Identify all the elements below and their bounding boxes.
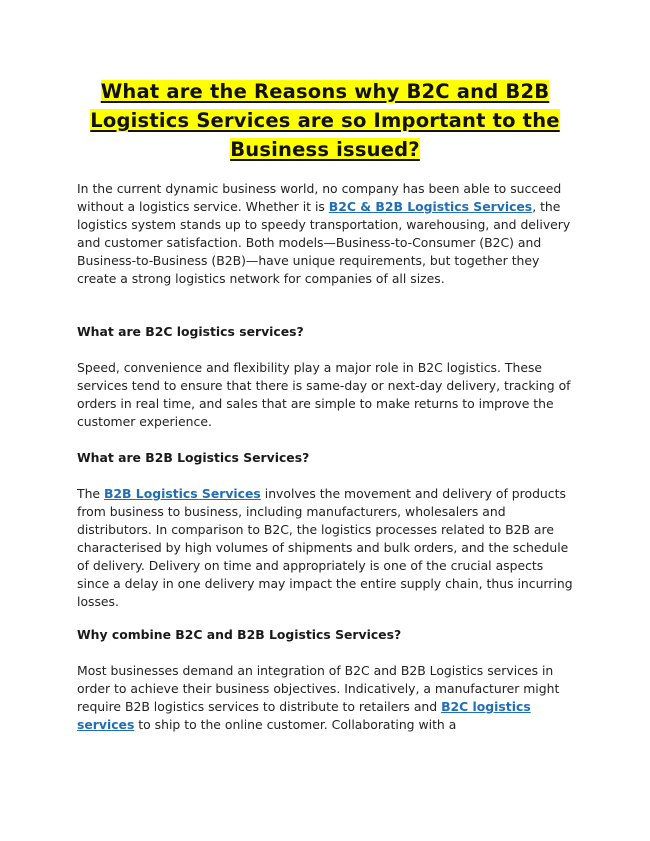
combine-text-after: to ship to the online customer. Collaborating with a [134,717,457,732]
b2c-paragraph [77,359,577,431]
b2b-paragraph [77,485,577,611]
title-block [60,77,590,164]
b2c-logistics-link[interactable]: B2C logistics services [77,699,531,732]
b2b-logistics-link[interactable]: B2B Logistics Services [103,486,261,501]
page-title: What are the Reasons why B2C and B2B Logistics Services are so Important to the Business issued? [90,80,560,161]
b2b-heading: What are B2B Logistics Services? [77,450,310,465]
b2c-b2b-logistics-link[interactable]: B2C & B2B Logistics Services [328,199,533,214]
intro-text-after: , the logistics system stands up to speedy transportation, warehousing, and delivery and customer satisfaction. Both models—Business-to-Consumer (B2C) and Business-to-Business (B2B)—have unique requirements, but together they create a strong logistics network for companies of all sizes. [77,199,571,286]
combine-heading: Why combine B2C and B2B Logistics Services? [77,627,402,642]
combine-text-before: Most businesses demand an integration of B2C and B2B Logistics services in order to achieve their business objectives. Indicatively, a manufacturer might require B2B logistics services to distribute to retailers and [77,663,560,714]
intro-paragraph [77,180,577,288]
b2b-text-before: The [77,486,104,501]
b2c-text: Speed, convenience and flexibility play a major role in B2C logistics. These services tend to ensure that there is same-day or next-day delivery, tracking of orders in real time, and sales that are simple to make returns to improve the customer experience. [77,360,571,429]
b2b-text-after: involves the movement and delivery of products from business to business, including manufacturers, wholesalers and distributors. In comparison to B2C, the logistics processes related to B2B are characterised by high volumes of shipments and bulk orders, and the schedule of delivery. Delivery on time and appropriately is one of the crucial aspects since a delay in one delivery may impact the entire supply chain, thus incurring losses. [77,486,573,609]
combine-paragraph [77,662,577,734]
intro-text-before: In the current dynamic business world, no company has been able to succeed without a logistics service. Whether it is [77,181,562,214]
b2c-heading: What are B2C logistics services? [77,324,304,339]
